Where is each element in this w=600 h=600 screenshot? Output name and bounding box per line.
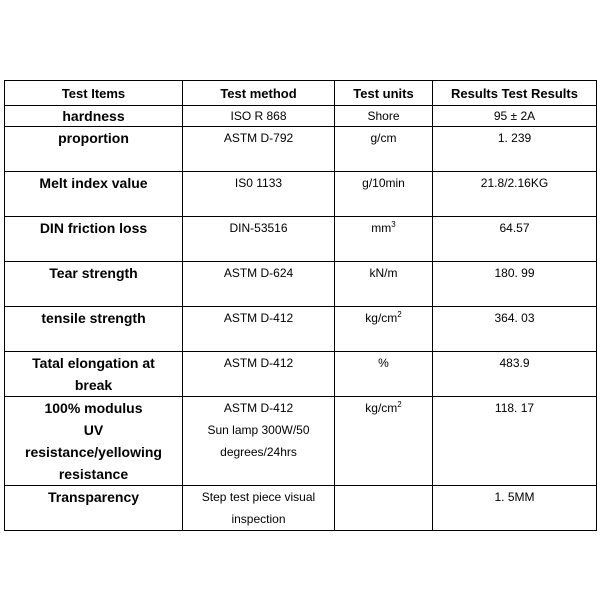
unit-base: mm bbox=[371, 221, 392, 235]
item-line: break bbox=[74, 377, 113, 393]
method-line: Sun lamp 300W/50 bbox=[207, 423, 310, 437]
table-row bbox=[5, 172, 597, 217]
test-result-cell: 1. 5MM bbox=[433, 486, 597, 531]
test-method-cell: IS0 1133 bbox=[183, 172, 335, 217]
test-method-cell: ASTM D-412 bbox=[183, 352, 335, 397]
test-result-cell: 180. 99 bbox=[433, 262, 597, 307]
table-header-row bbox=[5, 81, 597, 106]
test-method-cell: ISO R 868 bbox=[183, 106, 335, 127]
unit-base: kg/cm bbox=[365, 311, 398, 325]
test-item-cell: Transparency bbox=[5, 486, 183, 531]
test-result-cell: 1. 239 bbox=[433, 127, 597, 172]
header-test-method: Test method bbox=[183, 81, 335, 106]
test-item-cell: tensile strength bbox=[5, 307, 183, 352]
test-method-cell bbox=[183, 397, 335, 486]
unit-base: kg/cm bbox=[365, 401, 398, 415]
test-unit-cell bbox=[335, 217, 433, 262]
test-method-cell: ASTM D-412 bbox=[183, 307, 335, 352]
header-test-units: Test units bbox=[335, 81, 433, 106]
test-method-cell bbox=[183, 486, 335, 531]
test-unit-cell bbox=[335, 486, 433, 531]
table-row bbox=[5, 262, 597, 307]
method-line: degrees/24hrs bbox=[220, 445, 297, 459]
test-unit-cell: Shore bbox=[335, 106, 433, 127]
header-results: Results Test Results bbox=[433, 81, 597, 106]
test-method-cell: DIN-53516 bbox=[183, 217, 335, 262]
test-result-cell: 95 ± 2A bbox=[433, 106, 597, 127]
test-unit-cell bbox=[335, 307, 433, 352]
test-item-cell: Melt index value bbox=[5, 172, 183, 217]
test-unit-cell bbox=[335, 397, 433, 486]
test-result-cell: 64.57 bbox=[433, 217, 597, 262]
test-result-cell: 21.8/2.16KG bbox=[433, 172, 597, 217]
test-unit-cell: % bbox=[335, 352, 433, 397]
unit-superscript: 2 bbox=[397, 400, 402, 409]
test-unit-cell: kN/m bbox=[335, 262, 433, 307]
item-line: Tatal elongation at bbox=[32, 355, 155, 371]
item-line: UV bbox=[83, 422, 104, 438]
unit-superscript: 3 bbox=[391, 220, 396, 229]
table-row bbox=[5, 106, 597, 127]
test-item-cell bbox=[5, 352, 183, 397]
test-unit-cell: g/cm bbox=[335, 127, 433, 172]
method-line: inspection bbox=[231, 512, 286, 526]
unit-superscript: 2 bbox=[397, 310, 402, 319]
test-unit-cell: g/10min bbox=[335, 172, 433, 217]
table-row bbox=[5, 217, 597, 262]
method-line: ASTM D-412 bbox=[223, 401, 294, 415]
test-item-cell: DIN friction loss bbox=[5, 217, 183, 262]
header-test-items: Test Items bbox=[5, 81, 183, 106]
table-row bbox=[5, 397, 597, 486]
item-line: resistance bbox=[58, 466, 129, 482]
test-method-cell: ASTM D-792 bbox=[183, 127, 335, 172]
table-row bbox=[5, 307, 597, 352]
test-result-cell: 483.9 bbox=[433, 352, 597, 397]
table-row bbox=[5, 352, 597, 397]
test-results-table bbox=[4, 80, 597, 531]
table-row bbox=[5, 486, 597, 531]
test-method-cell: ASTM D-624 bbox=[183, 262, 335, 307]
item-line: resistance/yellowing bbox=[25, 444, 162, 460]
test-item-cell: hardness bbox=[5, 106, 183, 127]
test-result-cell: 364. 03 bbox=[433, 307, 597, 352]
table-row bbox=[5, 127, 597, 172]
item-line: 100% modulus bbox=[44, 400, 143, 416]
test-item-cell: proportion bbox=[5, 127, 183, 172]
test-item-cell bbox=[5, 397, 183, 486]
test-item-cell: Tear strength bbox=[5, 262, 183, 307]
method-line: Step test piece visual bbox=[201, 490, 316, 504]
test-result-cell: 118. 17 bbox=[433, 397, 597, 486]
